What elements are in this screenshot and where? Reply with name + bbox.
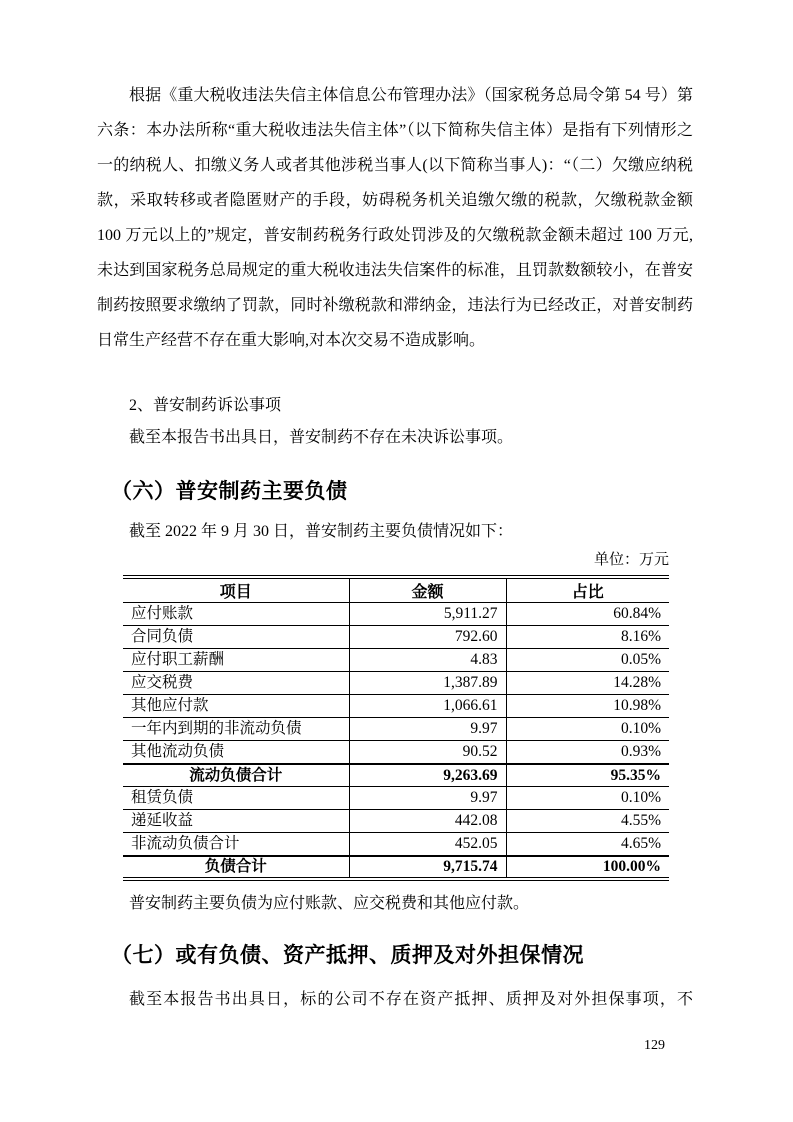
table-cell-ratio: 60.84% bbox=[506, 603, 669, 626]
table-unit-label: 单位：万元 bbox=[593, 552, 669, 568]
table-cell-amount: 452.05 bbox=[349, 833, 506, 856]
table-row bbox=[123, 649, 669, 672]
table-row bbox=[123, 718, 669, 741]
table-cell-ratio: 4.65% bbox=[506, 833, 669, 856]
table-row bbox=[123, 764, 669, 787]
liabilities-table-body bbox=[123, 603, 669, 879]
table-row bbox=[123, 626, 669, 649]
table-header-amount: 金额 bbox=[349, 577, 506, 603]
table-cell-ratio: 100.00% bbox=[506, 856, 669, 879]
table-cell-item: 其他流动负债 bbox=[123, 741, 349, 764]
table-cell-amount: 9,715.74 bbox=[349, 856, 506, 879]
table-row bbox=[123, 672, 669, 695]
table-cell-amount: 1,387.89 bbox=[349, 672, 506, 695]
table-cell-amount: 9.97 bbox=[349, 787, 506, 810]
table-header-item: 项目 bbox=[123, 577, 349, 603]
table-cell-item: 应付职工薪酬 bbox=[123, 649, 349, 672]
table-cell-amount: 4.83 bbox=[349, 649, 506, 672]
table-cell-amount: 90.52 bbox=[349, 741, 506, 764]
liabilities-note: 普安制药主要负债为应付账款、应交税费和其他应付款。 bbox=[129, 895, 530, 912]
table-cell-ratio: 0.93% bbox=[506, 741, 669, 764]
table-cell-item: 合同负债 bbox=[123, 626, 349, 649]
table-cell-amount: 9.97 bbox=[349, 718, 506, 741]
table-cell-item: 非流动负债合计 bbox=[123, 833, 349, 856]
table-cell-item: 递延收益 bbox=[123, 810, 349, 833]
table-cell-item: 应交税费 bbox=[123, 672, 349, 695]
table-row bbox=[123, 856, 669, 879]
table-header-ratio: 占比 bbox=[506, 577, 669, 603]
table-row bbox=[123, 741, 669, 764]
table-row bbox=[123, 695, 669, 718]
table-cell-item: 其他应付款 bbox=[123, 695, 349, 718]
table-cell-ratio: 95.35% bbox=[506, 764, 669, 787]
table-cell-amount: 442.08 bbox=[349, 810, 506, 833]
table-cell-item: 租赁负债 bbox=[123, 787, 349, 810]
table-cell-amount: 5,911.27 bbox=[349, 603, 506, 626]
table-cell-ratio: 0.05% bbox=[506, 649, 669, 672]
table-header-row bbox=[123, 577, 669, 603]
table-cell-amount: 1,066.61 bbox=[349, 695, 506, 718]
table-cell-ratio: 14.28% bbox=[506, 672, 669, 695]
paragraph-tax-violation: 根据《重大税收违法失信主体信息公布管理办法》（国家税务总局令第 54 号）第六条：本办法所称“重大税收违法失信主体”（以下简称失信主体）是指有下列情形之一的纳税人、扣缴义务人或者其他涉税当事人(以下简称当事人)：“（二）欠缴应纳税款，采取转移或者隐匿财产的手段，妨碍税务机关追缴欠缴的税款，欠缴税款金额 100 万元以上的”规定，普安制药税务行政处罚涉及的欠缴税款金额未超过 100 万元,未达到国家税务总局规定的重大税收违法失信案件的标准，且罚款数额较小，在普安制药按照要求缴纳了罚款，同时补缴税款和滞纳金，违法行为已经改正，对普安制药日常生产经营不存在重大影响,对本次交易不造成影响。 bbox=[97, 87, 693, 349]
table-cell-amount: 792.60 bbox=[349, 626, 506, 649]
litigation-note: 截至本报告书出具日，普安制药不存在未决诉讼事项。 bbox=[129, 429, 514, 446]
litigation-item-title: 2、普安制药诉讼事项 bbox=[129, 397, 282, 414]
table-cell-item: 流动负债合计 bbox=[123, 764, 349, 787]
table-cell-ratio: 10.98% bbox=[506, 695, 669, 718]
table-cell-ratio: 0.10% bbox=[506, 718, 669, 741]
table-cell-ratio: 8.16% bbox=[506, 626, 669, 649]
liabilities-table bbox=[123, 575, 669, 881]
table-cell-item: 一年内到期的非流动负债 bbox=[123, 718, 349, 741]
table-cell-ratio: 0.10% bbox=[506, 787, 669, 810]
section-7-body: 截至本报告书出具日，标的公司不存在资产抵押、质押及对外担保事项，不 bbox=[129, 991, 693, 1008]
table-row bbox=[123, 833, 669, 856]
section-6-heading: （六）普安制药主要负债 bbox=[111, 480, 348, 503]
page-number: 129 bbox=[644, 1038, 665, 1053]
table-cell-item: 应付账款 bbox=[123, 603, 349, 626]
table-row bbox=[123, 603, 669, 626]
table-cell-ratio: 4.55% bbox=[506, 810, 669, 833]
section-7-heading: （七）或有负债、资产抵押、质押及对外担保情况 bbox=[111, 944, 584, 967]
table-cell-item: 负债合计 bbox=[123, 856, 349, 879]
table-cell-amount: 9,263.69 bbox=[349, 764, 506, 787]
table-row bbox=[123, 787, 669, 810]
section-6-intro: 截至 2022 年 9 月 30 日，普安制药主要负债情况如下： bbox=[129, 523, 514, 540]
table-row bbox=[123, 810, 669, 833]
